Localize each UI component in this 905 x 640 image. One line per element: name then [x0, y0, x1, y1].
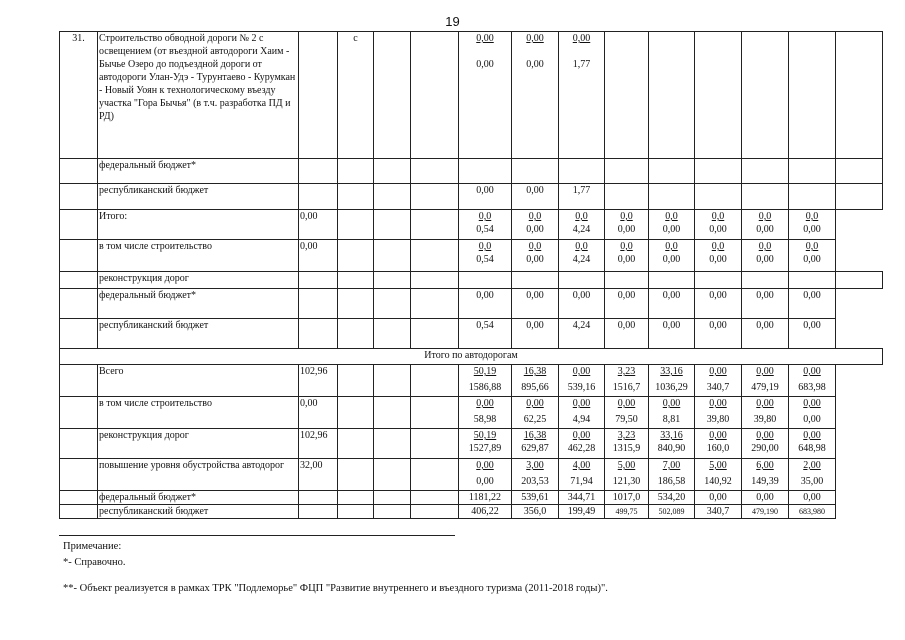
split-value: 0,0 0,00 [605, 240, 649, 272]
summary-row: повышение уровня обустройства автодорог 32,00 0,00 0,00 3,00 203,53 4,00 71,94 5,00 121,30 7,00 186,58 5,00 140,92 6,00 149,39 2,00 35,00 [60, 459, 883, 491]
split-value: 0,0 0,54 [459, 240, 512, 272]
split-value: 0,00 683,98 [789, 365, 836, 397]
split-value: 0,00 539,16 [559, 365, 605, 397]
section-title: Итого по автодорогам [60, 349, 883, 365]
split-value: 0,0 0,00 [742, 210, 789, 240]
notes-title: Примечание: [63, 541, 122, 552]
notes-divider [59, 535, 455, 536]
split-value: 0,00 479,19 [742, 365, 789, 397]
split-value: 0,0 0,00 [512, 240, 559, 272]
row-label: республиканский бюджет [98, 184, 299, 210]
split-value: 3,00 203,53 [512, 459, 559, 491]
table-row: республиканский бюджет 0,00 0,00 1,77 [60, 184, 883, 210]
page-number: 19 [445, 14, 460, 29]
item-mark: с [338, 32, 374, 159]
split-value: 16,38 629,87 [512, 429, 559, 459]
split-value: 0,0 0,00 [649, 210, 695, 240]
split-value: 0,0 0,00 [695, 240, 742, 272]
split-value: 5,00 121,30 [605, 459, 649, 491]
split-value: 33,16 840,90 [649, 429, 695, 459]
split-value: 0,00 340,7 [695, 365, 742, 397]
table-row: реконструкция дорог [60, 272, 883, 289]
summary-row: республиканский бюджет 406,22 356,0 199,49 499,75 502,089 340,7 479,190 683,980 [60, 505, 883, 519]
split-value: 0,00 58,98 [459, 397, 512, 429]
summary-row: в том числе строительство 0,00 0,00 58,98 0,00 62,25 0,00 4,94 0,00 79,50 0,00 8,81 0,00 39,80 0,00 39,80 0,00 0,00 [60, 397, 883, 429]
split-value: 5,00 140,92 [695, 459, 742, 491]
split-value: 0,00 8,81 [649, 397, 695, 429]
section-header-row [60, 349, 883, 365]
summary-row: реконструкция дорог 102,96 50,19 1527,89 16,38 629,87 0,00 462,28 3,23 1315,9 33,16 840,90 0,00 160,0 0,00 290,00 0,00 648,98 [60, 429, 883, 459]
split-value: 16,38 895,66 [512, 365, 559, 397]
split-value: 0,0 4,24 [559, 240, 605, 272]
split-value: 3,23 1516,7 [605, 365, 649, 397]
summary-row: федеральный бюджет* 1181,22 539,61 344,71 1017,0 534,20 0,00 0,00 0,00 [60, 491, 883, 505]
table-row: федеральный бюджет* 0,00 0,00 0,00 0,00 0,00 0,00 0,00 0,00 [60, 289, 883, 319]
value-cell: 0,00 1,77 [559, 32, 605, 159]
split-value: 0,0 0,00 [605, 210, 649, 240]
item-row [60, 32, 883, 159]
split-value: 0,0 0,00 [742, 240, 789, 272]
split-value: 0,00 648,98 [789, 429, 836, 459]
split-value: 0,0 0,00 [695, 210, 742, 240]
split-value: 33,16 1036,29 [649, 365, 695, 397]
split-value: 3,23 1315,9 [605, 429, 649, 459]
split-value: 0,0 0,00 [789, 240, 836, 272]
split-value: 0,00 62,25 [512, 397, 559, 429]
value-cell: 0,00 0,00 [512, 32, 559, 159]
summary-row: Всего 102,96 50,19 1586,88 16,38 895,66 0,00 539,16 3,23 1516,7 33,16 1036,29 0,00 340,7 0,00 479,19 0,00 683,98 [60, 365, 883, 397]
split-value: 0,00 0,00 [459, 459, 512, 491]
value-cell: 0,00 0,00 [459, 32, 512, 159]
split-value: 2,00 35,00 [789, 459, 836, 491]
split-value: 0,00 79,50 [605, 397, 649, 429]
split-value: 4,00 71,94 [559, 459, 605, 491]
split-value: 0,0 0,00 [789, 210, 836, 240]
split-value: 0,00 462,28 [559, 429, 605, 459]
split-value: 0,00 0,00 [789, 397, 836, 429]
split-value: 0,0 0,00 [512, 210, 559, 240]
split-value: 0,00 39,80 [695, 397, 742, 429]
split-value: 6,00 149,39 [742, 459, 789, 491]
item-title: Строительство обводной дороги № 2 с освещением (от въездной автодороги Хаим - Бычье Озеро до подъездной дороги от автодороги Улан-Удэ - Турунтаево - Курумкан - Новый Уоян к технологическому въезду участка "Гора Бычья" (в т.ч. разработка ПД и РД) [98, 32, 299, 159]
split-value: 7,00 186,58 [649, 459, 695, 491]
table-row [60, 159, 883, 184]
split-value: 50,19 1586,88 [459, 365, 512, 397]
itogo-row: Итого: 0,00 0,0 0,54 0,0 0,00 0,0 4,24 0,0 0,00 0,0 0,00 0,0 0,00 0,0 0,00 0,0 0,00 [60, 210, 883, 240]
note-1: *- Справочно. [63, 557, 126, 568]
split-value: 0,00 290,00 [742, 429, 789, 459]
table-row: республиканский бюджет 0,54 0,00 4,24 0,00 0,00 0,00 0,00 0,00 [60, 319, 883, 349]
table-row: в том числе строительство 0,00 0,0 0,54 0,0 0,00 0,0 4,24 0,0 0,00 0,0 0,00 0,0 0,00 0,0 0,00 0,0 0,00 [60, 240, 883, 272]
split-value: 50,19 1527,89 [459, 429, 512, 459]
split-value: 0,00 39,80 [742, 397, 789, 429]
split-value: 0,0 0,00 [649, 240, 695, 272]
item-number: 31. [60, 32, 98, 159]
split-value: 0,0 0,54 [459, 210, 512, 240]
budget-table [59, 31, 883, 519]
split-value: 0,00 4,94 [559, 397, 605, 429]
split-value: 0,0 4,24 [559, 210, 605, 240]
split-value: 0,00 160,0 [695, 429, 742, 459]
note-2: **- Объект реализуется в рамках ТРК "Подлеморье" ФЦП "Развитие внутреннего и въездного туризма (2011-2018 годы)". [63, 583, 608, 594]
row-label: федеральный бюджет* [98, 159, 299, 184]
